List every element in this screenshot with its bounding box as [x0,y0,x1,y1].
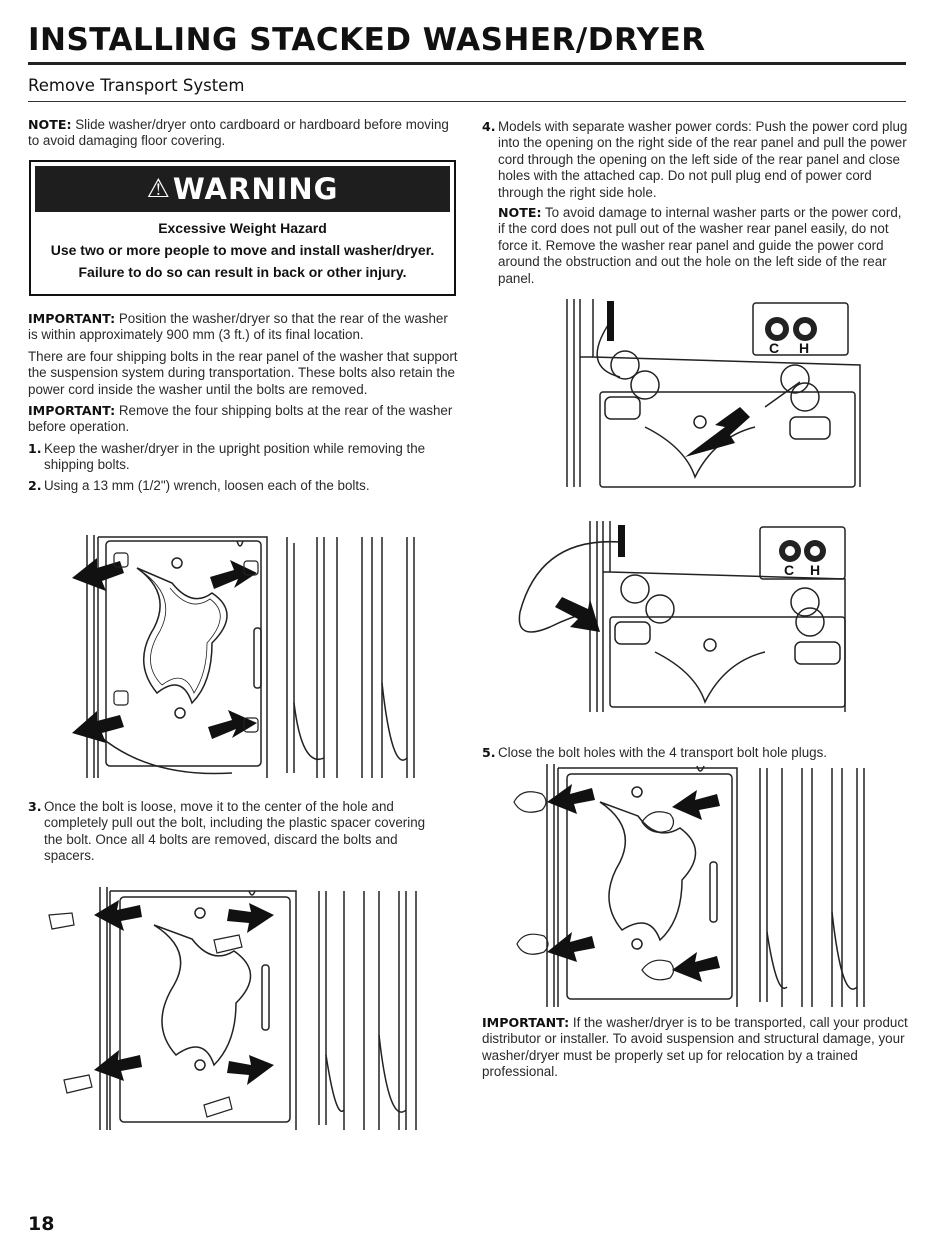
step-text: Using a 13 mm (1/2") wrench, loosen each of the bolts. [44,477,370,493]
power-cord-pulled-illustration [510,517,850,712]
hot-valve-label: H [799,340,810,356]
important-paragraph-right [482,1015,910,1081]
section-title: Remove Transport System [28,76,245,95]
step-text: Once the bolt is loose, move it to the center of the hole and completely pull out the bolt, including the plastic spacer covering the bolt. Once all 4 bolts are removed, discard the bolts and spacers. [44,799,426,864]
step-number: 2. [28,477,42,493]
step-1 [28,441,458,474]
warning-triangle-icon: ⚠ [146,174,171,204]
step-3-block [28,799,458,865]
important-text: Remove the four shipping bolts at the rear of the washer before operation. [28,403,453,435]
page-title: INSTALLING STACKED WASHER/DRYER [28,22,706,58]
warning-hazard: Excessive Weight Hazard [158,220,327,236]
important-paragraph-1 [28,311,458,344]
remove-bolts-illustration [44,885,434,1130]
cold-valve-label: C [769,340,780,356]
step-3 [28,799,458,865]
step-text: Models with separate washer power cords: Push the power cord plug into the opening on the right side of the rear panel and pull the power cord through the opening on the left side of the rear panel and close holes with the attached cap. Do not pull plug end of power cord through the right side hole. [498,119,908,200]
step-text: Close the bolt holes with the 4 transport bolt hole plugs. [498,745,828,760]
step-5-block [482,745,910,761]
step-5 [482,745,910,761]
step-4 [482,119,910,201]
cold-valve-label: C [784,562,795,578]
left-column-body [28,311,458,494]
important-text: If the washer/dryer is to be transported, call your product distributor or installer. To avoid suspension and structural damage, your washer/dryer must be properly set up for relocation by a trained professional. [482,1015,908,1080]
important-block-right [482,1015,910,1086]
loosen-bolts-illustration [62,533,422,778]
note-label: NOTE: [498,205,542,221]
warning-word: WARNING [172,172,339,206]
note-paragraph [28,117,458,150]
left-column [28,117,458,155]
important-paragraph-2 [28,403,458,436]
important-text: Position the washer/dryer so that the rear of the washer is within approximately 900 mm (3 ft.) of its final location. [28,311,448,343]
warning-banner [35,166,450,212]
warning-box [29,160,456,296]
power-cord-push-illustration [565,297,865,489]
important-label: IMPORTANT: [482,1015,570,1030]
important-label: IMPORTANT: [28,403,116,419]
step-number: 5. [482,745,496,760]
warning-line-1: Use two or more people to move and install washer/dryer. [50,242,435,258]
step-number: 1. [28,440,42,456]
bolts-paragraph: There are four shipping bolts in the rear panel of the washer that support the suspension system during transportation. These bolts also retain the power cord inside the washer until the bolts are removed. [28,348,458,397]
warning-line-2: Failure to do so can result in back or other injury. [78,264,407,280]
important-label: IMPORTANT: [28,311,116,326]
step-number: 3. [28,799,42,814]
step-text: Keep the washer/dryer in the upright position while removing the shipping bolts. [44,440,426,473]
hot-valve-label: H [810,562,821,578]
note-text: To avoid damage to internal washer parts or the power cord, if the cord does not pull out of the washer rear panel easily, do not force it. Remove the washer rear panel and guide the power cord around the obstruction and out the hole on the left side of the rear panel. [498,205,902,286]
step-2 [28,478,458,494]
title-rule [28,62,906,65]
step-number: 4. [482,119,496,134]
page-number: 18 [28,1213,55,1235]
note-label: NOTE: [28,117,72,132]
right-column [482,119,910,292]
install-plugs-illustration [512,762,877,1007]
section-rule [28,101,906,102]
note-text: Slide washer/dryer onto cardboard or hardboard before moving to avoid damaging floor covering. [28,117,449,149]
note-paragraph-right [482,205,910,287]
